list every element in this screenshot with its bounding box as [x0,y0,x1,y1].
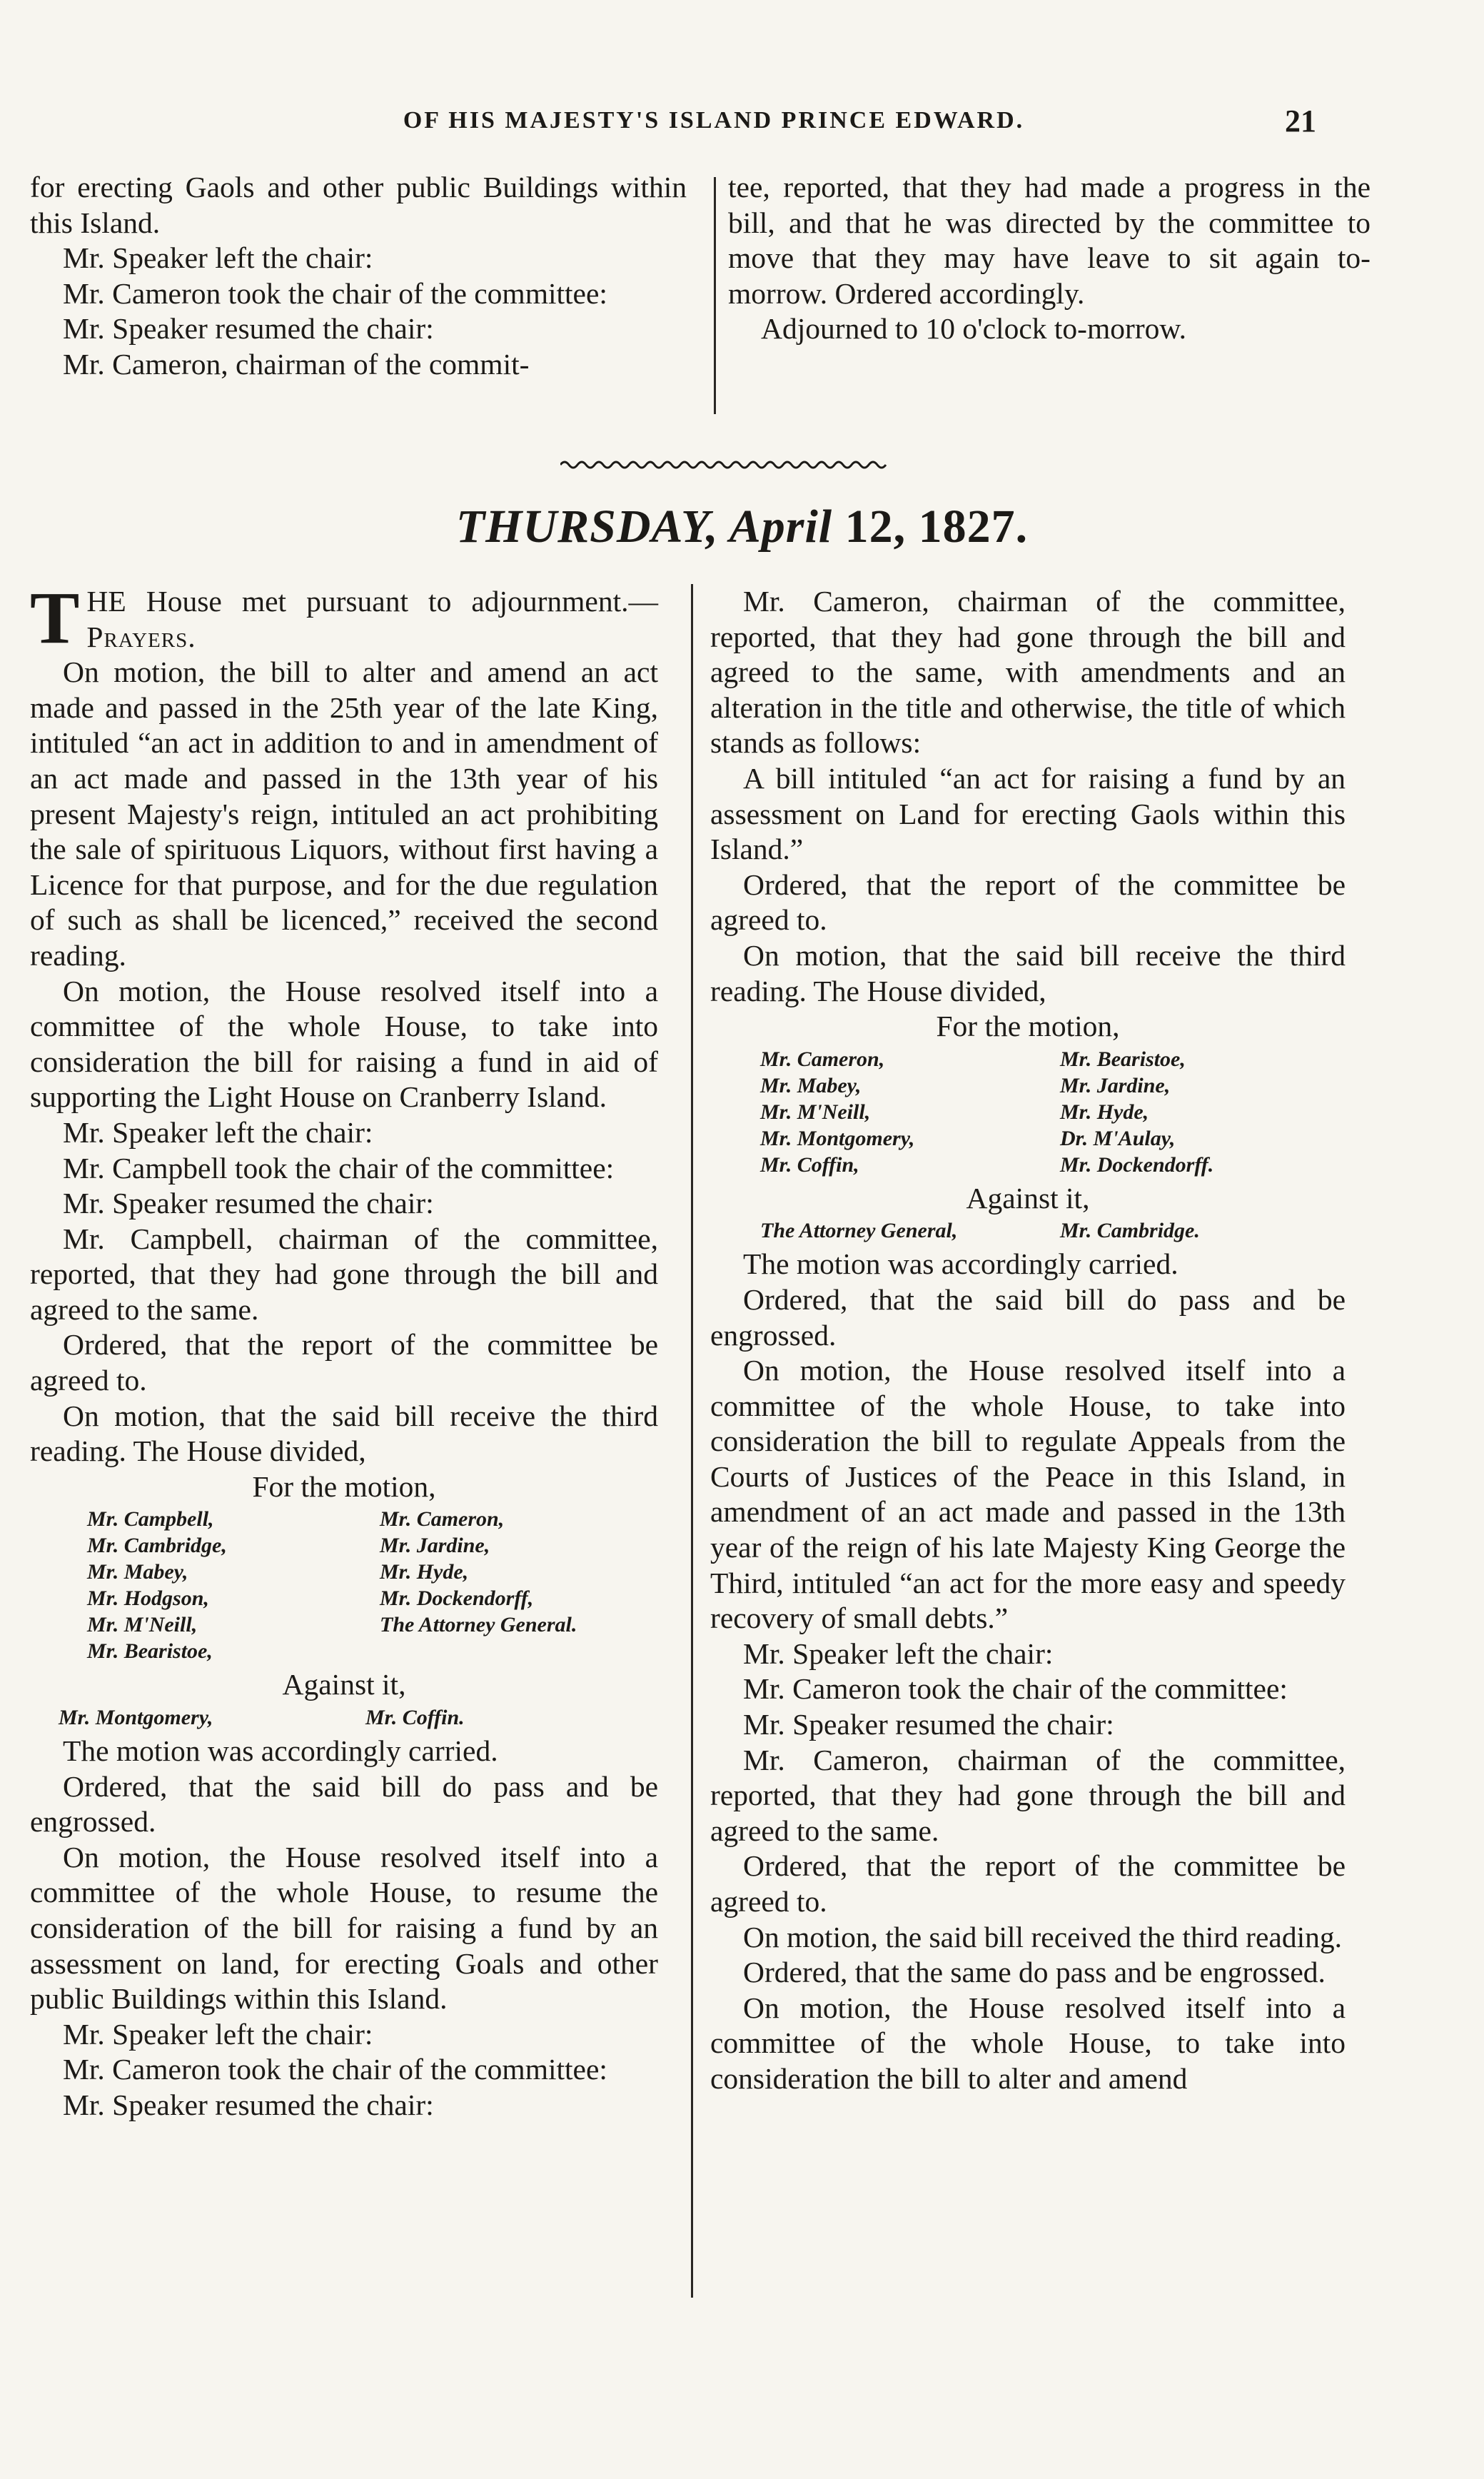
day-heading [0,500,1484,554]
paragraph: On motion, the bill to alter and amend an act made and passed in the 25th year of the late King, intituled “an act in addition to and in amendment of an act made and passed in the 13th year of his present Majesty's reign, intituled an act prohibiting the sale of spirituous Liquors, without first having a Licence for that purpose, and for the due regulation of such as shall be licenced,” received the second reading. [30,655,658,972]
vote-name: Mr. Cameron, [760,1047,885,1071]
against-votes-list [30,1704,658,1731]
paragraph: A bill intituled “an act for raising a fund by an assessment on Land for erecting Gaols within this Island.” [710,761,1346,866]
paragraph: Mr. Speaker left the chair: [63,241,373,275]
page-number: 21 [1285,104,1316,139]
vote-name: Mr. Bearistoe, [1060,1047,1186,1071]
paragraph: Mr. Speaker left the chair: [63,2017,373,2051]
vote-name: The Attorney General, [760,1219,958,1243]
vote-name: Mr. Bearistoe, [87,1639,213,1664]
day-heading-day: THURSDAY, [455,501,719,553]
paragraph: Mr. Campbell took the chair of the committee: [63,1151,615,1185]
column-rule [714,177,716,414]
paragraph: Mr. Speaker left the chair: [63,1115,373,1149]
bottom-left-column [30,577,658,2123]
bottom-right-column [710,584,1346,2097]
opening-paragraph [30,577,658,659]
vote-name: Mr. Dockendorff. [1060,1152,1214,1177]
paragraph: Mr. Speaker resumed the chair: [63,2088,434,2121]
paragraph: Mr. Campbell, chairman of the committee, reported, that they had gone through the bill and agreed to the same. [30,1222,658,1326]
paragraph: On motion, the House resolved itself into a committee of the whole House, to take into consideration the bill for raising a fund in aid of supporting the Light House on Cranberry Island. [30,974,658,1114]
against-heading: Against it, [282,1668,406,1701]
vote-name: Mr. M'Neill, [760,1100,871,1124]
paragraph: On motion, the House resolved itself into a committee of the whole House, to take into consideration the bill to alter and amend [710,1991,1346,2095]
paragraph: Mr. Cameron, chairman of the commit- [63,347,530,381]
for-votes-list [30,1506,658,1664]
vote-name: Mr. Jardine, [380,1534,490,1558]
day-heading-month: April [729,501,833,553]
vote-name: Mr. Dockendorff, [380,1587,534,1611]
paragraph: Mr. Cameron, chairman of the committee, reported, that they had gone through the bill and agreed to the same. [710,1743,1346,1847]
vote-name: Mr. Hyde, [380,1560,469,1584]
paragraph: On motion, the House resolved itself into a committee of the whole House, to take into consideration the bill to regulate Appeals from the Courts of Justices of the Peace in this Island, in amendment of an act made and passed in the 13th year of the reign of his late Majesty King George the Third, intituled “an act for the more easy and speedy recovery of small debts.” [710,1354,1346,1635]
vote-name: Mr. Cameron, [380,1507,505,1532]
paragraph: Mr. Cameron, chairman of the committee, reported, that they had gone through the bill and agreed to the same, with amendments and an alteration in the title and otherwise, the title of which stands as follows: [710,585,1346,760]
paragraph: On motion, the House resolved itself into a committee of the whole House, to resume the consideration of the bill for raising a fund by an assessment on land, for erecting Goals and other public Buildings within this Island. [30,1840,658,2016]
opening-text: HE House met pursuant to adjournment.— [86,585,658,618]
paragraph: Mr. Cameron took the chair of the committee: [63,276,607,310]
paragraph: Ordered, that the report of the committee be agreed to. [30,1328,658,1397]
vote-name [380,1638,658,1664]
paragraph: On motion, that the said bill receive the third reading. The House divided, [30,1399,658,1468]
vote-name: Mr. Mabey, [760,1073,862,1097]
vote-name: Mr. Coffin. [365,1706,465,1730]
for-votes-list [710,1046,1346,1178]
for-heading: For the motion, [252,1469,436,1503]
vote-name: Mr. Mabey, [87,1560,188,1584]
paragraph: The motion was accordingly carried. [743,1247,1178,1281]
vote-name: Mr. Hyde, [1060,1100,1149,1124]
vote-name: Mr. Hodgson, [87,1587,209,1611]
paragraph: The motion was accordingly carried. [63,1734,498,1768]
against-heading: Against it, [966,1181,1090,1215]
drop-cap: T [30,577,80,659]
paragraph: Ordered, that the same do pass and be engrossed. [743,1956,1326,1989]
vote-name: Mr. Coffin, [760,1152,859,1177]
paragraph: Mr. Speaker resumed the chair: [63,312,434,346]
paragraph: Mr. Cameron took the chair of the committee: [63,2053,607,2086]
running-head-title: OF HIS MAJESTY'S ISLAND PRINCE EDWARD. [403,107,1025,134]
for-heading: For the motion, [936,1010,1120,1043]
top-left-column [30,170,687,383]
vote-name: Mr. Montgomery, [59,1706,213,1730]
wavy-divider [560,457,889,473]
against-votes-list [710,1217,1346,1244]
vote-name: Mr. Cambridge. [1060,1219,1200,1243]
top-right-column [728,170,1371,347]
vote-name: Mr. Jardine, [1060,1073,1171,1097]
vote-name: Mr. Cambridge, [87,1534,227,1558]
paragraph: tee, reported, that they had made a progress in the bill, and that he was directed by the committee to move that they may have leave to sit again to-morrow. Ordered accordingly. [728,171,1371,310]
paragraph: Adjourned to 10 o'clock to-morrow. [761,312,1187,346]
paragraph: Ordered, that the report of the committee be agreed to. [710,1849,1346,1918]
day-heading-date: 12, 1827. [844,501,1029,553]
paragraph: On motion, the said bill received the third reading. [743,1920,1342,1953]
paragraph: Mr. Speaker resumed the chair: [63,1187,434,1220]
paragraph: On motion, that the said bill receive the third reading. The House divided, [710,938,1346,1007]
prayers-text: Prayers. [86,620,196,653]
vote-name: Mr. Montgomery, [760,1126,915,1150]
paragraph: Mr. Speaker resumed the chair: [743,1708,1114,1741]
paragraph: Mr. Cameron took the chair of the committee: [743,1672,1288,1706]
paragraph: for erecting Gaols and other public Buildings within this Island. [30,171,687,239]
paragraph: Mr. Speaker left the chair: [743,1636,1054,1670]
paragraph: Ordered, that the said bill do pass and be engrossed. [30,1769,658,1839]
vote-name: Mr. M'Neill, [87,1613,198,1637]
vote-name: Dr. M'Aulay, [1060,1126,1176,1150]
column-rule [691,584,693,2298]
vote-name: Mr. Campbell, [87,1507,214,1532]
running-head [0,104,1484,150]
paragraph: Ordered, that the said bill do pass and be engrossed. [710,1282,1346,1352]
vote-name: The Attorney General. [380,1613,577,1637]
paragraph: Ordered, that the report of the committee be agreed to. [710,868,1346,937]
